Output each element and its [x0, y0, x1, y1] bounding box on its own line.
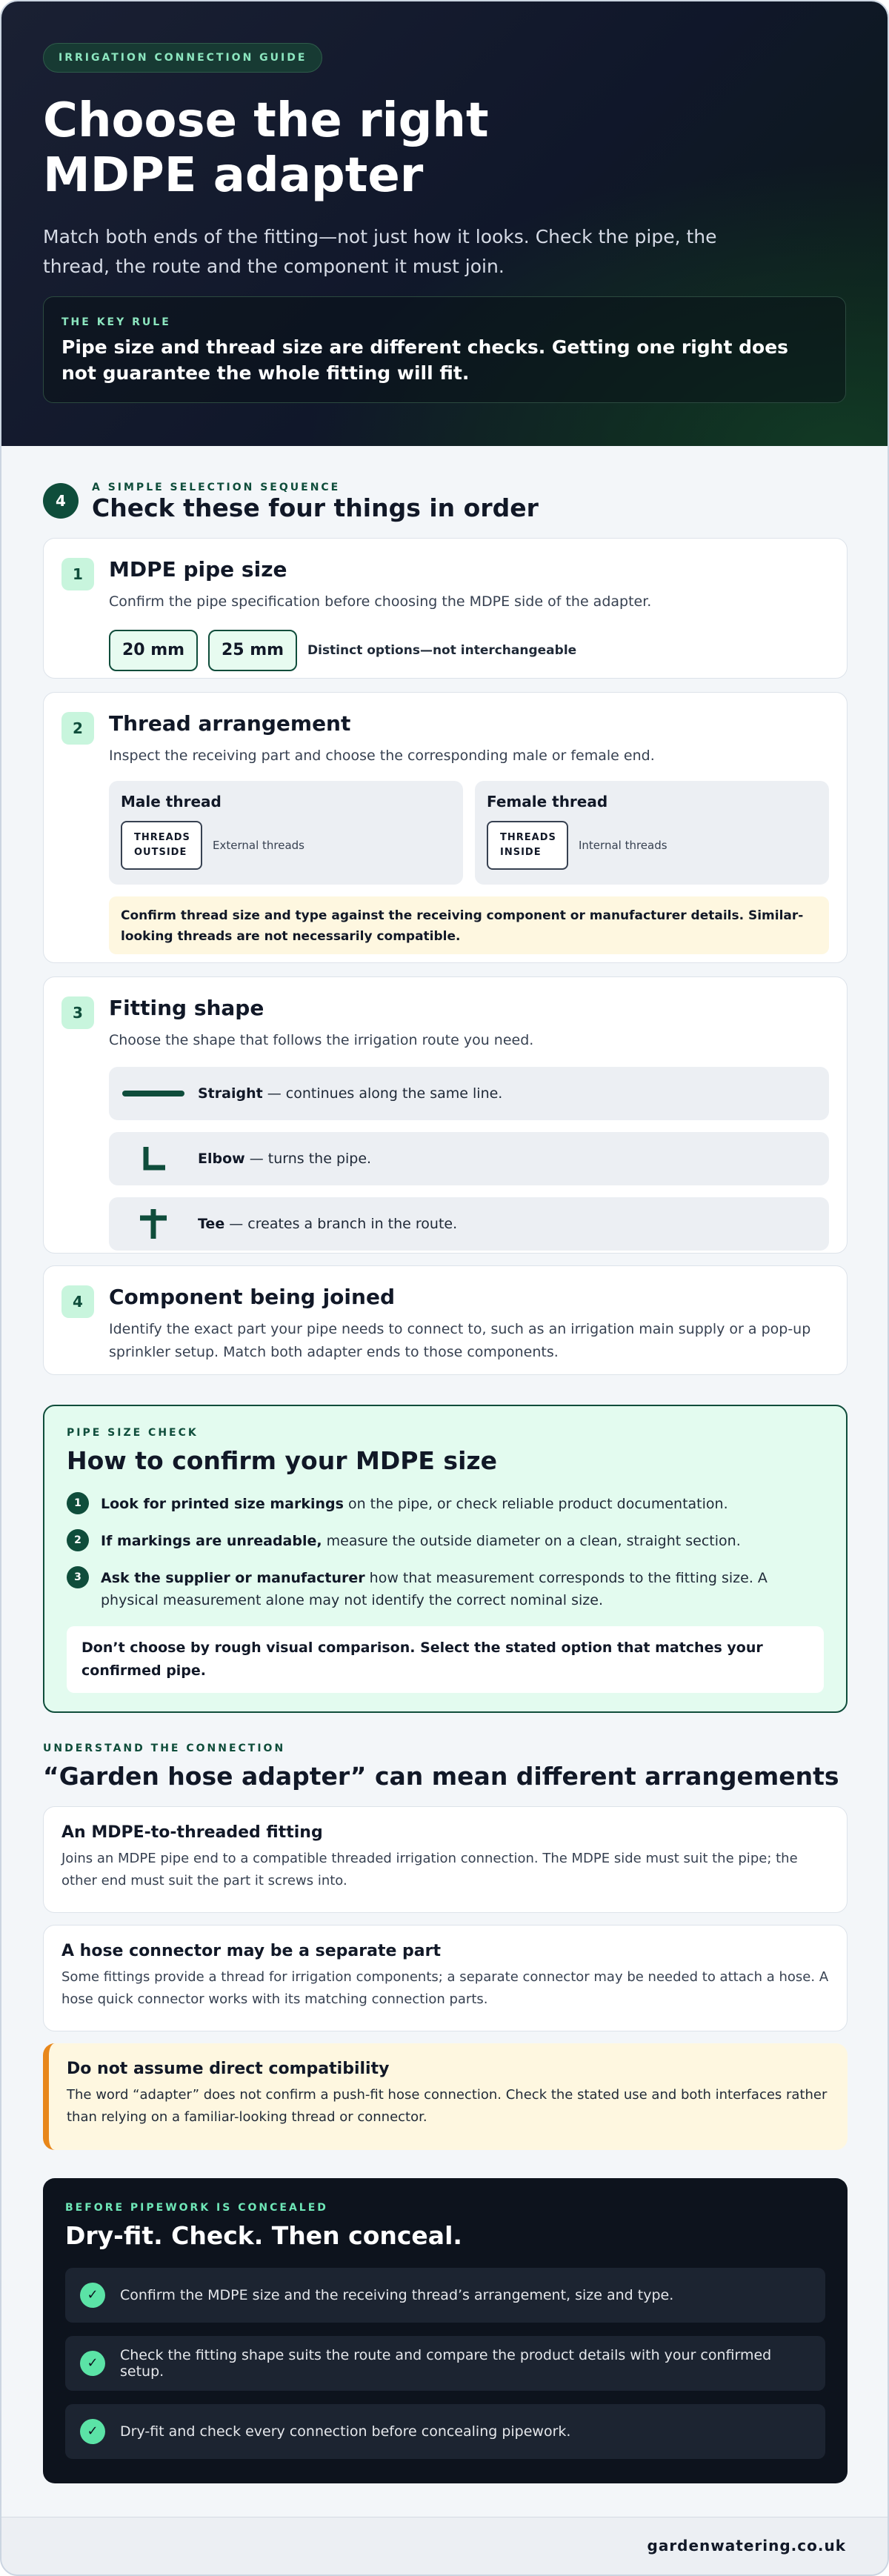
- straight-icon: [109, 1067, 198, 1120]
- step-card-component: [43, 1265, 848, 1375]
- male-thread-caption: External threads: [213, 839, 304, 852]
- info-card-hose-connector: [43, 1925, 848, 2031]
- key-rule-box: [43, 296, 846, 403]
- size-check-callout: Don’t choose by rough visual comparison. Select the stated option that matches your confirmed pipe.: [67, 1626, 824, 1693]
- size-check-eyebrow: PIPE SIZE CHECK: [67, 1427, 199, 1439]
- step-description: Confirm the pipe specification before choosing the MDPE side of the adapter.: [109, 593, 652, 610]
- list-item: [67, 1530, 824, 1552]
- step-description: Choose the shape that follows the irrigation route you need.: [109, 1032, 534, 1048]
- list-item: [67, 1567, 824, 1611]
- item-number: 3: [67, 1566, 89, 1588]
- shape-name: Straight: [198, 1085, 263, 1102]
- step-title: Fitting shape: [109, 996, 264, 1020]
- item-number: 2: [67, 1529, 89, 1551]
- site-name[interactable]: gardenwatering.co.uk: [647, 2537, 846, 2555]
- step-card-thread: [43, 692, 848, 963]
- check-icon: ✓: [80, 2351, 105, 2376]
- elbow-icon: [109, 1132, 198, 1185]
- shape-row-straight: [109, 1067, 829, 1120]
- dry-fit-panel: [43, 2178, 848, 2483]
- female-thread-tag: [487, 821, 568, 870]
- male-thread-title: Male thread: [121, 793, 222, 811]
- checklist-text: Check the fitting shape suits the route and compare the product details with your confirmed setup.: [120, 2347, 772, 2380]
- check-icon: ✓: [80, 2419, 105, 2444]
- size-options: [109, 630, 829, 671]
- size-note: Distinct options—not interchangeable: [307, 643, 577, 658]
- shape-desc: — continues along the same line.: [262, 1085, 503, 1102]
- shape-name: Tee: [198, 1216, 225, 1232]
- shape-name: Elbow: [198, 1151, 245, 1167]
- shape-row-elbow: [109, 1132, 829, 1185]
- title-line-2: MDPE adapter: [43, 148, 424, 203]
- step-title: MDPE pipe size: [109, 557, 287, 582]
- item-text: measure the outside diameter on a clean, straight section.: [322, 1533, 741, 1549]
- step-number: 3: [61, 996, 94, 1029]
- checklist-item: [65, 2268, 825, 2323]
- hero: [1, 1, 888, 446]
- dry-fit-eyebrow: BEFORE PIPEWORK IS CONCEALED: [65, 2202, 328, 2214]
- understand-eyebrow: UNDERSTAND THE CONNECTION: [43, 1743, 286, 1754]
- thread-options: [109, 781, 829, 885]
- thread-warning: Confirm thread size and type against the receiving component or manufacturer details. Similar-looking threads are not necessarily compatible.: [109, 896, 829, 954]
- page-title: [43, 93, 562, 203]
- size-chip-20mm: 20 mm: [109, 630, 198, 671]
- footer: [1, 2517, 888, 2575]
- compatibility-caution: [43, 2043, 848, 2150]
- check-icon: ✓: [80, 2283, 105, 2308]
- checklist-text: Confirm the MDPE size and the receiving thread’s arrangement, size and type.: [120, 2287, 674, 2303]
- step-title: Thread arrangement: [109, 711, 351, 736]
- caution-text: The word “adapter” does not confirm a push-fit hose connection. Check the stated use and both interfaces rather than relying on a familiar-looking thread or connector.: [67, 2087, 828, 2125]
- info-title: A hose connector may be a separate part: [61, 1942, 442, 1960]
- understand-heading: [43, 1743, 839, 1791]
- female-thread-caption: Internal threads: [579, 839, 667, 852]
- step-card-pipe-size: [43, 538, 848, 679]
- checklist-text: Dry-fit and check every connection before concealing pipework.: [120, 2423, 571, 2440]
- male-thread-box: [109, 781, 463, 885]
- caution-title: Do not assume direct compatibility: [67, 2060, 390, 2078]
- size-check-title: How to confirm your MDPE size: [67, 1446, 497, 1475]
- item-bold: If markings are unreadable,: [101, 1533, 322, 1549]
- female-thread-title: Female thread: [487, 793, 608, 811]
- guide-pill: IRRIGATION CONNECTION GUIDE: [43, 43, 322, 73]
- shape-row-tee: [109, 1197, 829, 1251]
- sequence-title: Check these four things in order: [92, 493, 539, 522]
- info-title: An MDPE-to-threaded fitting: [61, 1823, 323, 1842]
- female-thread-box: [475, 781, 829, 885]
- title-line-1: Choose the right: [43, 93, 489, 148]
- size-chip-25mm: 25 mm: [208, 630, 297, 671]
- pipe-size-check-panel: [43, 1405, 848, 1713]
- step-card-shape: [43, 976, 848, 1254]
- dry-fit-title: Dry-fit. Check. Then conceal.: [65, 2221, 462, 2250]
- step-title: Component being joined: [109, 1285, 395, 1309]
- info-text: Some fittings provide a thread for irrigation components; a separate connector may be needed to attach a hose. A hose quick connector works with its matching connection parts.: [61, 1969, 829, 2007]
- sequence-badge: 4: [43, 483, 79, 519]
- tee-icon: [109, 1197, 198, 1251]
- sequence-eyebrow: A SIMPLE SELECTION SEQUENCE: [92, 482, 341, 493]
- key-rule-text: Pipe size and thread size are different checks. Getting one right does not guarantee the whole fitting will fit.: [61, 336, 789, 384]
- key-rule-label: THE KEY RULE: [61, 316, 171, 328]
- item-bold: Look for printed size markings: [101, 1496, 344, 1512]
- male-thread-tag: [121, 821, 202, 870]
- item-text: how that measurement corresponds to the fitting size. A physical measurement alone may not identify the correct nominal size.: [101, 1570, 768, 1608]
- hero-subtitle: Match both ends of the fitting—not just how it looks. Check the pipe, the thread, the route and the component it must join.: [43, 226, 717, 277]
- step-number: 4: [61, 1285, 94, 1318]
- size-check-list: [67, 1493, 824, 1611]
- tag-line: THREADS: [500, 832, 556, 843]
- tag-line: OUTSIDE: [134, 847, 187, 858]
- understand-title: “Garden hose adapter” can mean different arrangements: [43, 1762, 839, 1791]
- item-bold: Ask the supplier or manufacturer: [101, 1570, 365, 1586]
- step-number: 1: [61, 558, 94, 590]
- item-number: 1: [67, 1492, 89, 1514]
- step-number: 2: [61, 712, 94, 745]
- shape-desc: — creates a branch in the route.: [224, 1216, 458, 1232]
- tag-line: THREADS: [134, 832, 190, 843]
- info-text: Joins an MDPE pipe end to a compatible threaded irrigation connection. The MDPE side must suit the pipe; the other end must suit the part it screws into.: [61, 1851, 798, 1888]
- checklist-item: [65, 2404, 825, 2459]
- info-card-threaded-fitting: [43, 1806, 848, 1913]
- step-description: Inspect the receiving part and choose the corresponding male or female end.: [109, 748, 655, 764]
- shape-desc: — turns the pipe.: [244, 1151, 372, 1167]
- list-item: [67, 1493, 824, 1515]
- checklist-item: [65, 2336, 825, 2391]
- tag-line: INSIDE: [500, 847, 542, 858]
- step-description: Identify the exact part your pipe needs to connect to, such as an irrigation main supply or a pop-up sprinkler setup. Match both adapter ends to those components.: [109, 1321, 811, 1360]
- item-text: on the pipe, or check reliable product documentation.: [343, 1496, 728, 1512]
